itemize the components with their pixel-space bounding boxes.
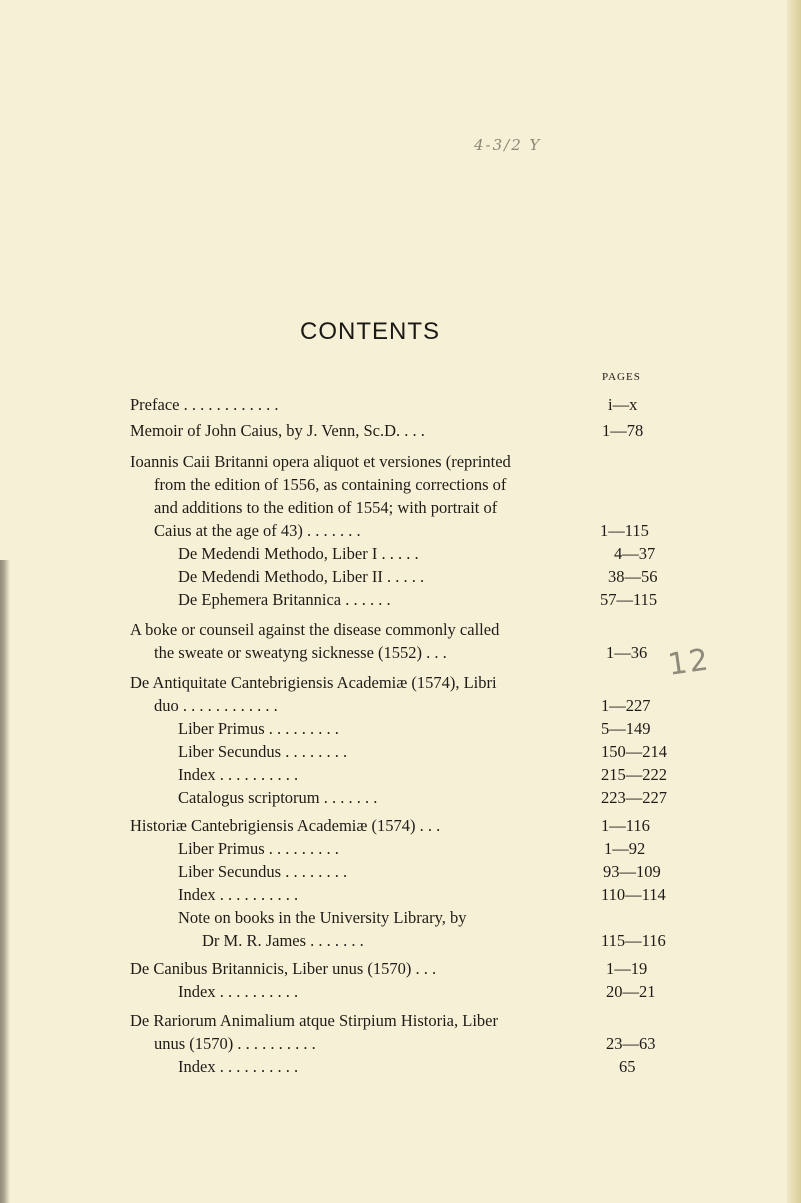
toc-entry-text: Index . . . . . . . . . . — [178, 982, 299, 1001]
toc-entry-text: Historiæ Cantebrigiensis Academiæ (1574) . . . — [130, 816, 441, 835]
toc-entry-text: Note on books in the University Library, by — [178, 908, 467, 927]
toc-entry-text: De Medendi Methodo, Liber II . . . . . — [178, 567, 425, 586]
toc-entry-pages: 23—63 — [606, 1034, 656, 1053]
toc-entry-pages: 1—227 — [601, 696, 651, 715]
toc-entry-text: De Ephemera Britannica . . . . . . — [178, 590, 391, 609]
toc-entry-pages: 93—109 — [603, 862, 661, 881]
toc-entry-pages: 57—115 — [600, 590, 658, 609]
toc-entry-text: Index . . . . . . . . . . — [178, 1057, 299, 1076]
toc-entry-text: Index . . . . . . . . . . — [178, 765, 299, 784]
toc-entry-pages: 38—56 — [608, 567, 658, 586]
toc-entry-text: Index . . . . . . . . . . — [178, 885, 299, 904]
toc-entry-pages: 1—19 — [606, 959, 648, 978]
toc-entry-text: De Antiquitate Cantebrigiensis Academiæ (1574), Libri — [130, 673, 497, 692]
page-edge-left — [0, 560, 10, 1203]
toc-entry-pages: i—x — [608, 395, 638, 414]
toc-entry-pages: 65 — [619, 1057, 636, 1076]
toc-entry-pages: 110—114 — [601, 885, 666, 904]
toc-entry-pages: 1—78 — [602, 421, 644, 440]
toc-entry-pages: 1—92 — [604, 839, 646, 858]
toc-entry-pages: 115—116 — [601, 931, 666, 950]
toc-entry-text: duo . . . . . . . . . . . . — [154, 696, 278, 715]
toc-entry-text: Liber Primus . . . . . . . . . — [178, 839, 339, 858]
toc-entry-text: A boke or counseil against the disease commonly called — [130, 620, 500, 639]
toc-entry-pages: 4—37 — [614, 544, 656, 563]
page-title: CONTENTS — [300, 318, 440, 345]
toc-entry-text: unus (1570) . . . . . . . . . . — [154, 1034, 316, 1053]
toc-entry-pages: 223—227 — [601, 788, 667, 807]
toc-entry-text: Liber Primus . . . . . . . . . — [178, 719, 339, 738]
toc-entry-pages: 1—115 — [600, 521, 649, 540]
toc-entry-text: the sweate or sweatyng sicknesse (1552) . . . — [154, 643, 447, 662]
pencil-mark: 12 — [665, 642, 713, 683]
toc-entry-text: Liber Secundus . . . . . . . . — [178, 742, 348, 761]
toc-entry-text: Memoir of John Caius, by J. Venn, Sc.D. . . . — [130, 421, 425, 440]
toc-entry-text: De Rariorum Animalium atque Stirpium Historia, Liber — [130, 1011, 498, 1030]
toc-entry-text: Dr M. R. James . . . . . . . — [202, 931, 364, 950]
toc-entry-pages: 20—21 — [606, 982, 656, 1001]
toc-entry-pages: 1—116 — [601, 816, 650, 835]
toc-entry-text: Liber Secundus . . . . . . . . — [178, 862, 348, 881]
toc-entry-pages: 1—36 — [606, 643, 648, 662]
toc-entry-text: Caius at the age of 43) . . . . . . . — [154, 521, 361, 540]
toc-entry-text: Preface . . . . . . . . . . . . — [130, 395, 279, 414]
toc-entry-text: De Canibus Britannicis, Liber unus (1570) . . . — [130, 959, 437, 978]
toc-entry-text: De Medendi Methodo, Liber I . . . . . — [178, 544, 419, 563]
toc-entry-text: Catalogus scriptorum . . . . . . . — [178, 788, 378, 807]
toc-entry-pages: 215—222 — [601, 765, 667, 784]
toc-entry-text: and additions to the edition of 1554; with portrait of — [154, 498, 498, 517]
toc-entry-text: from the edition of 1556, as containing corrections of — [154, 475, 507, 494]
pages-column-header: PAGES — [602, 371, 641, 383]
toc-entry-pages: 5—149 — [601, 719, 651, 738]
handwritten-note: 4-3/2 Y — [474, 136, 542, 154]
page-edge-right — [787, 0, 801, 1203]
toc-entry-text: Ioannis Caii Britanni opera aliquot et versiones (reprinted — [130, 452, 511, 471]
toc-entry-pages: 150—214 — [601, 742, 667, 761]
